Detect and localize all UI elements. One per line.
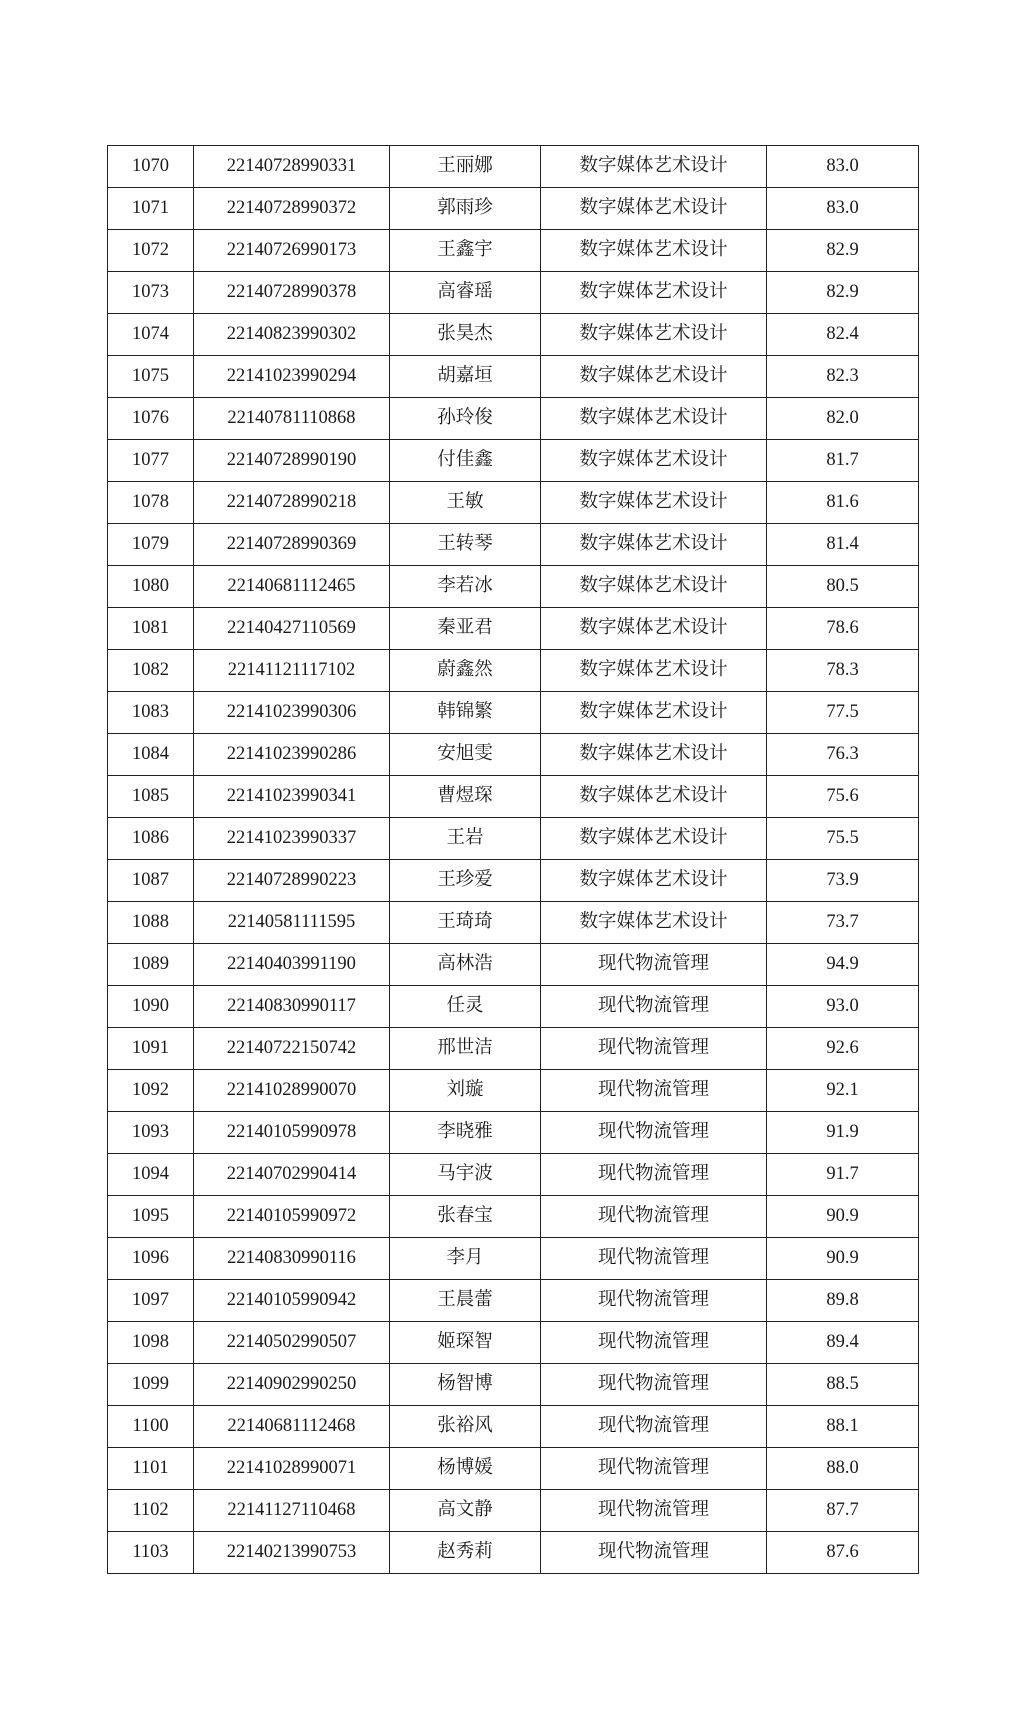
table-row [108, 1364, 919, 1406]
cell-major: 数字媒体艺术设计 [541, 272, 767, 314]
cell-seq: 1076 [108, 398, 194, 440]
cell-exam-id: 22140781110868 [194, 398, 390, 440]
cell-name: 郭雨珍 [390, 188, 541, 230]
table-row [108, 146, 919, 188]
cell-exam-id: 22140105990978 [194, 1112, 390, 1154]
cell-major: 现代物流管理 [541, 1280, 767, 1322]
cell-seq: 1088 [108, 902, 194, 944]
cell-score: 91.7 [767, 1154, 919, 1196]
cell-exam-id: 22140105990972 [194, 1196, 390, 1238]
cell-exam-id: 22140502990507 [194, 1322, 390, 1364]
cell-seq: 1072 [108, 230, 194, 272]
cell-exam-id: 22140823990302 [194, 314, 390, 356]
cell-seq: 1077 [108, 440, 194, 482]
table-row [108, 1322, 919, 1364]
cell-exam-id: 22141121117102 [194, 650, 390, 692]
cell-name: 王珍爱 [390, 860, 541, 902]
cell-major: 数字媒体艺术设计 [541, 482, 767, 524]
cell-major: 数字媒体艺术设计 [541, 398, 767, 440]
cell-exam-id: 22140403991190 [194, 944, 390, 986]
cell-major: 数字媒体艺术设计 [541, 650, 767, 692]
cell-seq: 1083 [108, 692, 194, 734]
cell-exam-id: 22141023990337 [194, 818, 390, 860]
cell-major: 数字媒体艺术设计 [541, 188, 767, 230]
table-row [108, 986, 919, 1028]
cell-exam-id: 22141028990070 [194, 1070, 390, 1112]
table-row [108, 944, 919, 986]
cell-major: 现代物流管理 [541, 986, 767, 1028]
cell-seq: 1085 [108, 776, 194, 818]
table-row [108, 1112, 919, 1154]
cell-name: 胡嘉垣 [390, 356, 541, 398]
cell-score: 88.5 [767, 1364, 919, 1406]
cell-score: 78.6 [767, 608, 919, 650]
cell-name: 李月 [390, 1238, 541, 1280]
cell-seq: 1100 [108, 1406, 194, 1448]
cell-exam-id: 22140726990173 [194, 230, 390, 272]
cell-exam-id: 22141127110468 [194, 1490, 390, 1532]
cell-seq: 1080 [108, 566, 194, 608]
cell-score: 81.6 [767, 482, 919, 524]
cell-name: 韩锦繁 [390, 692, 541, 734]
cell-score: 82.0 [767, 398, 919, 440]
table-row [108, 692, 919, 734]
cell-seq: 1079 [108, 524, 194, 566]
cell-name: 张裕风 [390, 1406, 541, 1448]
cell-seq: 1103 [108, 1532, 194, 1574]
cell-name: 李若冰 [390, 566, 541, 608]
cell-name: 王敏 [390, 482, 541, 524]
cell-seq: 1073 [108, 272, 194, 314]
cell-name: 刘璇 [390, 1070, 541, 1112]
cell-seq: 1081 [108, 608, 194, 650]
table-row [108, 230, 919, 272]
cell-name: 张春宝 [390, 1196, 541, 1238]
table-row [108, 356, 919, 398]
table-row [108, 188, 919, 230]
cell-score: 73.7 [767, 902, 919, 944]
cell-name: 付佳鑫 [390, 440, 541, 482]
cell-exam-id: 22140728990331 [194, 146, 390, 188]
cell-seq: 1094 [108, 1154, 194, 1196]
cell-name: 安旭雯 [390, 734, 541, 776]
cell-score: 73.9 [767, 860, 919, 902]
cell-exam-id: 22140728990372 [194, 188, 390, 230]
cell-exam-id: 22140427110569 [194, 608, 390, 650]
cell-name: 高文静 [390, 1490, 541, 1532]
cell-exam-id: 22140728990223 [194, 860, 390, 902]
table-row [108, 650, 919, 692]
table-row [108, 818, 919, 860]
cell-seq: 1102 [108, 1490, 194, 1532]
cell-major: 数字媒体艺术设计 [541, 566, 767, 608]
cell-score: 82.9 [767, 230, 919, 272]
cell-major: 数字媒体艺术设计 [541, 692, 767, 734]
cell-name: 姬琛智 [390, 1322, 541, 1364]
table-row [108, 1532, 919, 1574]
cell-score: 90.9 [767, 1238, 919, 1280]
cell-major: 现代物流管理 [541, 1070, 767, 1112]
table-row [108, 524, 919, 566]
cell-exam-id: 22140830990117 [194, 986, 390, 1028]
cell-major: 现代物流管理 [541, 1196, 767, 1238]
cell-exam-id: 22140728990190 [194, 440, 390, 482]
table-row [108, 482, 919, 524]
cell-exam-id: 22140728990378 [194, 272, 390, 314]
cell-exam-id: 22140681112468 [194, 1406, 390, 1448]
table-row [108, 734, 919, 776]
cell-major: 数字媒体艺术设计 [541, 524, 767, 566]
cell-major: 现代物流管理 [541, 1490, 767, 1532]
cell-name: 王琦琦 [390, 902, 541, 944]
cell-score: 82.4 [767, 314, 919, 356]
cell-score: 76.3 [767, 734, 919, 776]
table-row [108, 860, 919, 902]
cell-score: 92.1 [767, 1070, 919, 1112]
cell-name: 蔚鑫然 [390, 650, 541, 692]
table-row [108, 398, 919, 440]
cell-score: 94.9 [767, 944, 919, 986]
table-row [108, 314, 919, 356]
cell-exam-id: 22140830990116 [194, 1238, 390, 1280]
cell-major: 数字媒体艺术设计 [541, 230, 767, 272]
cell-name: 任灵 [390, 986, 541, 1028]
cell-score: 89.4 [767, 1322, 919, 1364]
cell-score: 78.3 [767, 650, 919, 692]
table-row [108, 566, 919, 608]
cell-exam-id: 22140213990753 [194, 1532, 390, 1574]
cell-name: 孙玲俊 [390, 398, 541, 440]
cell-seq: 1084 [108, 734, 194, 776]
cell-score: 88.1 [767, 1406, 919, 1448]
cell-major: 数字媒体艺术设计 [541, 818, 767, 860]
cell-major: 现代物流管理 [541, 1154, 767, 1196]
cell-major: 数字媒体艺术设计 [541, 734, 767, 776]
table-row [108, 776, 919, 818]
cell-seq: 1089 [108, 944, 194, 986]
cell-seq: 1091 [108, 1028, 194, 1070]
cell-score: 82.3 [767, 356, 919, 398]
cell-exam-id: 22141023990294 [194, 356, 390, 398]
cell-major: 现代物流管理 [541, 1364, 767, 1406]
cell-score: 82.9 [767, 272, 919, 314]
cell-name: 秦亚君 [390, 608, 541, 650]
cell-major: 数字媒体艺术设计 [541, 902, 767, 944]
cell-major: 现代物流管理 [541, 1028, 767, 1070]
cell-score: 80.5 [767, 566, 919, 608]
table-row [108, 1490, 919, 1532]
table-row [108, 1280, 919, 1322]
cell-score: 75.6 [767, 776, 919, 818]
cell-exam-id: 22140722150742 [194, 1028, 390, 1070]
cell-score: 77.5 [767, 692, 919, 734]
cell-name: 王晨蕾 [390, 1280, 541, 1322]
table-row [108, 1448, 919, 1490]
cell-major: 现代物流管理 [541, 944, 767, 986]
cell-name: 杨博媛 [390, 1448, 541, 1490]
cell-exam-id: 22141023990306 [194, 692, 390, 734]
cell-seq: 1074 [108, 314, 194, 356]
cell-name: 赵秀莉 [390, 1532, 541, 1574]
cell-name: 王丽娜 [390, 146, 541, 188]
cell-exam-id: 22141023990286 [194, 734, 390, 776]
cell-seq: 1078 [108, 482, 194, 524]
cell-score: 75.5 [767, 818, 919, 860]
cell-name: 杨智博 [390, 1364, 541, 1406]
cell-exam-id: 22140105990942 [194, 1280, 390, 1322]
cell-major: 数字媒体艺术设计 [541, 146, 767, 188]
cell-major: 数字媒体艺术设计 [541, 356, 767, 398]
cell-major: 数字媒体艺术设计 [541, 608, 767, 650]
cell-score: 87.7 [767, 1490, 919, 1532]
cell-exam-id: 22140902990250 [194, 1364, 390, 1406]
cell-seq: 1098 [108, 1322, 194, 1364]
table-row [108, 1238, 919, 1280]
table-row [108, 1028, 919, 1070]
cell-major: 数字媒体艺术设计 [541, 314, 767, 356]
cell-name: 王岩 [390, 818, 541, 860]
cell-major: 现代物流管理 [541, 1406, 767, 1448]
cell-exam-id: 22140728990218 [194, 482, 390, 524]
cell-seq: 1093 [108, 1112, 194, 1154]
cell-score: 92.6 [767, 1028, 919, 1070]
cell-name: 马宇波 [390, 1154, 541, 1196]
table-row [108, 902, 919, 944]
score-table [107, 145, 919, 1574]
cell-name: 高林浩 [390, 944, 541, 986]
cell-exam-id: 22141023990341 [194, 776, 390, 818]
cell-score: 81.4 [767, 524, 919, 566]
cell-major: 现代物流管理 [541, 1112, 767, 1154]
table-row [108, 1196, 919, 1238]
cell-exam-id: 22140581111595 [194, 902, 390, 944]
cell-seq: 1086 [108, 818, 194, 860]
table-row [108, 440, 919, 482]
cell-exam-id: 22140702990414 [194, 1154, 390, 1196]
cell-name: 高睿瑶 [390, 272, 541, 314]
cell-seq: 1096 [108, 1238, 194, 1280]
cell-score: 81.7 [767, 440, 919, 482]
cell-major: 数字媒体艺术设计 [541, 440, 767, 482]
cell-name: 李晓雅 [390, 1112, 541, 1154]
cell-name: 曹煜琛 [390, 776, 541, 818]
cell-name: 王转琴 [390, 524, 541, 566]
cell-exam-id: 22140681112465 [194, 566, 390, 608]
cell-seq: 1071 [108, 188, 194, 230]
cell-score: 89.8 [767, 1280, 919, 1322]
cell-name: 邢世洁 [390, 1028, 541, 1070]
table-row [108, 1154, 919, 1196]
cell-seq: 1087 [108, 860, 194, 902]
cell-seq: 1097 [108, 1280, 194, 1322]
cell-major: 数字媒体艺术设计 [541, 776, 767, 818]
table-row [108, 608, 919, 650]
cell-major: 现代物流管理 [541, 1532, 767, 1574]
table-row [108, 1406, 919, 1448]
cell-score: 90.9 [767, 1196, 919, 1238]
cell-seq: 1095 [108, 1196, 194, 1238]
cell-score: 87.6 [767, 1532, 919, 1574]
cell-major: 现代物流管理 [541, 1448, 767, 1490]
cell-exam-id: 22140728990369 [194, 524, 390, 566]
cell-seq: 1099 [108, 1364, 194, 1406]
cell-seq: 1090 [108, 986, 194, 1028]
table-row [108, 1070, 919, 1112]
cell-name: 张昊杰 [390, 314, 541, 356]
cell-seq: 1070 [108, 146, 194, 188]
cell-major: 现代物流管理 [541, 1322, 767, 1364]
cell-seq: 1075 [108, 356, 194, 398]
cell-score: 83.0 [767, 188, 919, 230]
cell-score: 93.0 [767, 986, 919, 1028]
cell-score: 91.9 [767, 1112, 919, 1154]
cell-seq: 1092 [108, 1070, 194, 1112]
cell-name: 王鑫宇 [390, 230, 541, 272]
table-row [108, 272, 919, 314]
cell-score: 88.0 [767, 1448, 919, 1490]
cell-score: 83.0 [767, 146, 919, 188]
cell-seq: 1082 [108, 650, 194, 692]
cell-major: 数字媒体艺术设计 [541, 860, 767, 902]
cell-major: 现代物流管理 [541, 1238, 767, 1280]
table-body [108, 146, 919, 1574]
cell-seq: 1101 [108, 1448, 194, 1490]
cell-exam-id: 22141028990071 [194, 1448, 390, 1490]
